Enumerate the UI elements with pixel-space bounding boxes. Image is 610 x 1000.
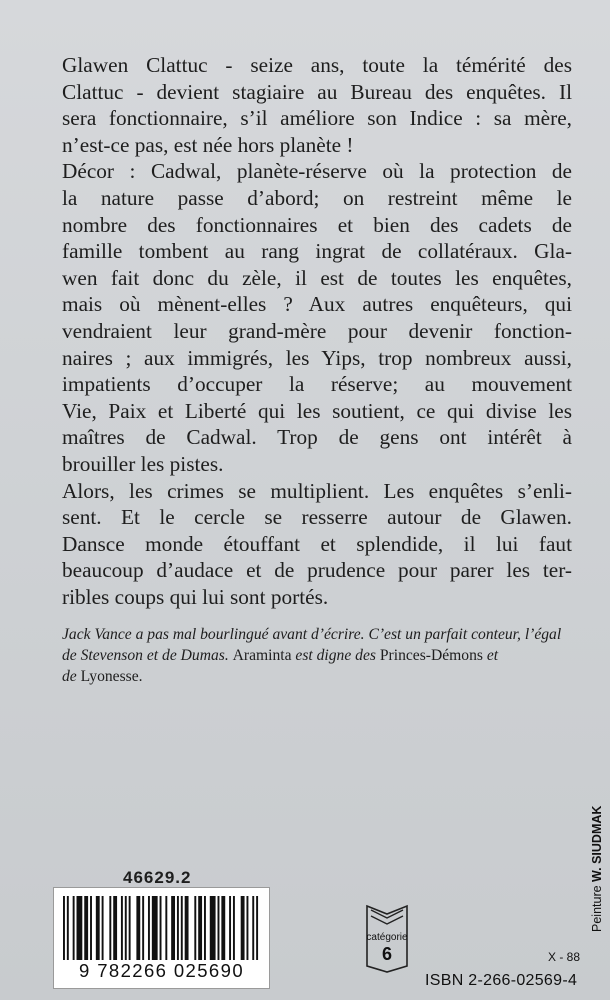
- barcode-bar: [218, 896, 220, 960]
- book-title-lyonesse: Lyonesse: [80, 668, 139, 685]
- author-note: [62, 624, 582, 687]
- barcode-bar: [148, 896, 150, 960]
- barcode-bar: [229, 896, 231, 960]
- print-code: X - 88: [548, 950, 581, 964]
- barcode-bar: [125, 896, 127, 960]
- blurb-paragraph: [62, 478, 572, 611]
- category-badge: [365, 904, 409, 974]
- barcode-bar: [210, 896, 216, 960]
- category-number: 6: [381, 944, 392, 964]
- barcode-bar: [177, 896, 179, 960]
- blurb-paragraph: [62, 52, 572, 158]
- barcode-bar: [233, 896, 235, 960]
- barcode-bar: [113, 896, 117, 960]
- blurb-line: wen fait donc du zèle, il est de toutes les enquêtes,: [62, 265, 572, 290]
- barcode-bar: [77, 896, 83, 960]
- author-note-line-2: de Stevenson et de Dumas. Araminta est digne des Princes-Démons et: [62, 647, 499, 664]
- blurb-line: mais où mènent-elles ? Aux autres enquêteurs, qui: [62, 292, 572, 317]
- book-title-princes-demons: Princes-Démons: [379, 647, 483, 664]
- blurb-line: famille tombent au rang ingrat de collatéraux. Gla-: [62, 239, 572, 264]
- barcode-bar: [136, 896, 140, 960]
- barcode-bar: [165, 896, 167, 960]
- barcode-digits: 9 782266 025690: [78, 960, 245, 981]
- blurb-line: maîtres de Cadwal. Trop de gens ont intérêt à: [62, 425, 572, 450]
- barcode: [53, 887, 270, 989]
- barcode-bar: [90, 896, 92, 960]
- author-note-line-1: Jack Vance a pas mal bourlingué avant d’écrire. C’est un parfait conteur, l’égal: [62, 626, 562, 643]
- barcode-bar: [67, 896, 69, 960]
- barcode-bar: [152, 896, 158, 960]
- blurb-line: Alors, les crimes se multiplient. Les enquêtes s’enli-: [62, 478, 572, 503]
- blurb-line: beaucoup d’audace et de prudence pour parer les ter-: [62, 558, 572, 583]
- barcode-bar: [102, 896, 104, 960]
- barcode-bar: [121, 896, 123, 960]
- blurb-line: nombre des fonctionnaires et bien des cadets de: [62, 212, 572, 237]
- blurb-line: Clattuc - devient stagiaire au Bureau des enquêtes. Il: [62, 79, 572, 104]
- barcode-bar: [84, 896, 88, 960]
- barcode-bar: [241, 896, 245, 960]
- blurb-line: Dansce monde étouffant et splendide, il lui faut: [62, 531, 572, 556]
- barcode-bar: [96, 896, 100, 960]
- category-label: catégorie: [366, 932, 408, 943]
- barcode-bar: [194, 896, 196, 960]
- catalog-number: 46629.2: [123, 868, 192, 887]
- blurb-line: impatients d’occuper la réserve; au mouvement: [62, 372, 572, 397]
- blurb-line: n’est-ce pas, est née hors planète !: [62, 132, 354, 157]
- barcode-bar: [171, 896, 175, 960]
- barcode-bar: [63, 896, 65, 960]
- barcode-bar: [204, 896, 206, 960]
- blurb-line: la nature passe d’abord; on restreint même le: [62, 185, 572, 210]
- blurb-line: sera fonctionnaire, s’il améliore son Indice : sa mère,: [62, 106, 572, 131]
- barcode-bar: [109, 896, 111, 960]
- blurb-line: vendraient leur grand-mère pour devenir fonction-: [62, 318, 572, 343]
- blurb-text: [62, 52, 572, 610]
- barcode-bar: [246, 896, 248, 960]
- barcode-bar: [181, 896, 183, 960]
- barcode-bars: [63, 896, 260, 960]
- barcode-bar: [252, 896, 254, 960]
- blurb-paragraph: [62, 158, 572, 477]
- barcode-bar: [221, 896, 225, 960]
- barcode-bar: [198, 896, 202, 960]
- blurb-line: ribles coups qui lui sont portés.: [62, 584, 329, 609]
- barcode-bar: [129, 896, 131, 960]
- blurb-line: brouiller les pistes.: [62, 451, 224, 476]
- barcode-bar: [185, 896, 189, 960]
- cover-art-credit: Peinture W. SIUDMAK: [590, 805, 604, 932]
- barcode-bar: [160, 896, 162, 960]
- blurb-line: sent. Et le cercle se resserre autour de Glawen.: [62, 505, 572, 530]
- blurb-line: naires ; aux immigrés, les Yips, trop nombreux aussi,: [62, 345, 572, 370]
- barcode-bar: [256, 896, 258, 960]
- barcode-bar: [73, 896, 75, 960]
- blurb-line: Décor : Cadwal, planète-réserve où la protection de: [62, 159, 572, 184]
- book-title-araminta: Araminta: [232, 647, 292, 664]
- blurb-line: Glawen Clattuc - seize ans, toute la témérité des: [62, 53, 572, 77]
- blurb-line: Vie, Paix et Liberté qui les soutient, ce qui divise les: [62, 398, 572, 423]
- isbn: ISBN 2-266-02569-4: [425, 972, 578, 989]
- author-note-line-3: de Lyonesse.: [62, 668, 143, 685]
- barcode-bar: [142, 896, 144, 960]
